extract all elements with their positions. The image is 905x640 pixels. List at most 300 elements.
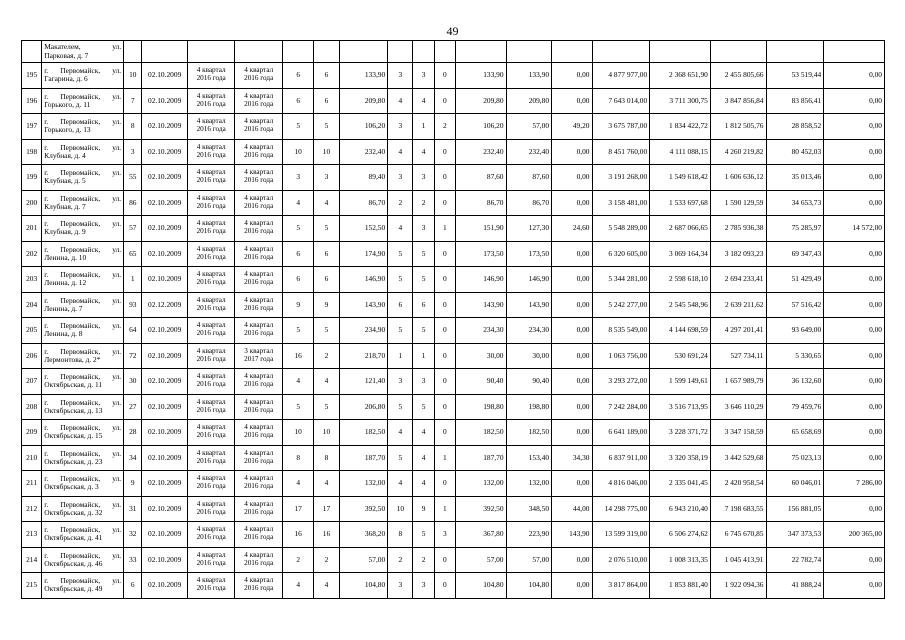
cell-rooms-private: 5 (413, 318, 434, 344)
cell-fact-quarter: 4 квартал 2016 года (235, 190, 283, 216)
table-row (22, 216, 885, 242)
cell-rooms-private: 2 (413, 547, 434, 573)
cell-residents: 6 (282, 63, 313, 89)
cell-rooms-total: 5 (388, 267, 413, 293)
cell-rooms-total: 3 (388, 114, 413, 140)
cell-plan-quarter: 4 квартал 2016 года (187, 394, 235, 420)
cell-cost-total: 3 158 481,00 (592, 190, 650, 216)
cell-cost-fund: 2 368 651,90 (650, 63, 711, 89)
cell-rooms-private: 4 (413, 445, 434, 471)
cell-date: 02.10.2009 (142, 114, 188, 140)
cell-area-municipal: 0,00 (552, 394, 592, 420)
cell-index: 198 (22, 139, 42, 165)
cell-rooms-total: 5 (388, 241, 413, 267)
cell-residents-resettled: 4 (314, 369, 339, 395)
cell-residents: 4 (282, 369, 313, 395)
cell-area-resettled: 173,50 (455, 241, 506, 267)
cell-rooms-total: 6 (388, 292, 413, 318)
cell-cost-extra: 0,00 (824, 88, 885, 114)
cell-cost-regional: 7 198 683,55 (710, 496, 766, 522)
address-line-1: г. Первомайск, ул. (44, 91, 122, 101)
cell-fact-quarter: 4 квартал 2016 года (235, 369, 283, 395)
cell-cost-regional: 3 182 093,23 (710, 241, 766, 267)
table-row (22, 445, 885, 471)
cell-rooms-total: 1 (388, 343, 413, 369)
cell-cost-fund: 1 533 697,68 (650, 190, 711, 216)
cell-rooms-private: 4 (413, 420, 434, 446)
address-line-1: Макателем, ул. (44, 42, 122, 52)
cell-rooms-private: 3 (413, 369, 434, 395)
cell-cost-extra: 14 572,00 (824, 216, 885, 242)
cell-area-total: 152,50 (339, 216, 388, 242)
cell-area-resettled: 104,80 (455, 573, 506, 599)
address-line-2: Лермонтова, д. 2* (44, 354, 101, 364)
cell-residents-resettled: 5 (314, 114, 339, 140)
cell-address (42, 292, 124, 318)
cell-cost-regional: 1 812 505,76 (710, 114, 766, 140)
cell-doc-number: 34 (124, 445, 142, 471)
table-row (22, 369, 885, 395)
cell-area-municipal: 0,00 (552, 165, 592, 191)
cell-rooms-total: 5 (388, 445, 413, 471)
cell-area-municipal: 0,00 (552, 573, 592, 599)
cell-area-resettled: 234,30 (455, 318, 506, 344)
cell-cost-extra: 0,00 (824, 318, 885, 344)
cell-area-total: 368,20 (339, 522, 388, 548)
cell-cost-extra: 0,00 (824, 547, 885, 573)
cell-index: 207 (22, 369, 42, 395)
cell-area-private: 143,90 (506, 292, 552, 318)
cell-plan-quarter: 4 квартал 2016 года (187, 241, 235, 267)
cell-cost-total: 7 242 284,00 (592, 394, 650, 420)
address-line-2: Ленина, д. 7 (44, 303, 83, 313)
cell-residents: 4 (282, 190, 313, 216)
table-row (22, 114, 885, 140)
cell-cost-extra: 0,00 (824, 369, 885, 395)
cell-index: 214 (22, 547, 42, 573)
cell-doc-number: 72 (124, 343, 142, 369)
table-row (22, 292, 885, 318)
cell-residents: 6 (282, 267, 313, 293)
cell-cost-local: 93 649,00 (766, 318, 824, 344)
cell-cost-fund: 2 335 041,45 (650, 471, 711, 497)
cell-date: 02.10.2009 (142, 420, 188, 446)
cell-fact-quarter: 4 квартал 2016 года (235, 318, 283, 344)
cell-date: 02.10.2009 (142, 139, 188, 165)
cell-address (42, 267, 124, 293)
cell-date: 02.10.2009 (142, 267, 188, 293)
cell-area-municipal: 143,90 (552, 522, 592, 548)
address-line-1: г. Первомайск, ул. (44, 346, 122, 356)
address-line-2: Парковая, д. 7 (44, 50, 89, 60)
cell-rooms-total: 3 (388, 573, 413, 599)
table-row (22, 394, 885, 420)
cell-cost-fund: 3 069 164,34 (650, 241, 711, 267)
cell-rooms-private: 9 (413, 496, 434, 522)
table-row (22, 573, 885, 599)
cell-residents: 2 (282, 547, 313, 573)
cell-index: 202 (22, 241, 42, 267)
cell-address (42, 573, 124, 599)
cell-rooms-municipal: 0 (434, 318, 455, 344)
cell-rooms-total: 4 (388, 420, 413, 446)
cell-residents: 5 (282, 394, 313, 420)
address-line-2: Октябрьская, д. 49 (44, 584, 103, 594)
cell-rooms-private: 3 (413, 216, 434, 242)
cell-rooms-municipal: 0 (434, 369, 455, 395)
cell-fact-quarter: 4 квартал 2016 года (235, 547, 283, 573)
cell-residents-resettled: 5 (314, 216, 339, 242)
table-row (22, 496, 885, 522)
cell-doc-number: 7 (124, 88, 142, 114)
cell-rooms-municipal: 0 (434, 471, 455, 497)
cell-cost-total: 8 535 549,00 (592, 318, 650, 344)
cell-cost-regional: 2 639 211,62 (710, 292, 766, 318)
cell-index: 208 (22, 394, 42, 420)
cell-cost-total: 3 191 268,00 (592, 165, 650, 191)
cell-area-municipal: 34,30 (552, 445, 592, 471)
cell-cost-fund: 2 687 066,65 (650, 216, 711, 242)
cell-residents: 6 (282, 241, 313, 267)
cell-plan-quarter: 4 квартал 2016 года (187, 292, 235, 318)
cell-area-private: 198,80 (506, 394, 552, 420)
cell-cost-total: 7 643 014,00 (592, 88, 650, 114)
address-line-2: Клубная, д. 7 (44, 201, 86, 211)
cell-cost-total: 5 344 281,00 (592, 267, 650, 293)
cell-rooms-private: 3 (413, 63, 434, 89)
address-line-2: Октябрьская, д. 23 (44, 456, 103, 466)
cell-index: 195 (22, 63, 42, 89)
cell-doc-number: 1 (124, 267, 142, 293)
cell-fact-quarter: 4 квартал 2016 года (235, 573, 283, 599)
cell-cost-regional: 2 455 805,66 (710, 63, 766, 89)
cell-cost-extra: 0,00 (824, 292, 885, 318)
cell-cost-regional: 1 045 413,91 (710, 547, 766, 573)
cell-cost-local: 57 516,42 (766, 292, 824, 318)
cell-index: 209 (22, 420, 42, 446)
cell-residents-resettled: 6 (314, 241, 339, 267)
cell-fact-quarter: 4 квартал 2016 года (235, 165, 283, 191)
cell-residents: 5 (282, 216, 313, 242)
address-line-1: г. Первомайск, ул. (44, 66, 122, 76)
cell-area-resettled: 198,80 (455, 394, 506, 420)
cell-area-resettled: 87,60 (455, 165, 506, 191)
cell-rooms-municipal: 0 (434, 88, 455, 114)
cell-rooms-municipal: 2 (434, 114, 455, 140)
cell-residents-resettled: 4 (314, 190, 339, 216)
cell-cost-fund: 4 111 088,15 (650, 139, 711, 165)
cell-area-total: 89,40 (339, 165, 388, 191)
address-line-2: Октябрьская, д. 13 (44, 405, 103, 415)
cell-area-private: 87,60 (506, 165, 552, 191)
cell-area-resettled: 133,90 (455, 63, 506, 89)
cell-residents-resettled: 5 (314, 318, 339, 344)
cell-doc-number: 93 (124, 292, 142, 318)
cell-area-total: 209,80 (339, 88, 388, 114)
cell-cost-fund: 1 008 313,35 (650, 547, 711, 573)
cell-fact-quarter: 4 квартал 2016 года (235, 216, 283, 242)
cell-doc-number: 28 (124, 420, 142, 446)
cell-rooms-municipal: 3 (434, 522, 455, 548)
cell-address (42, 165, 124, 191)
cell-residents-resettled: 10 (314, 420, 339, 446)
cell-cost-local: 53 519,44 (766, 63, 824, 89)
cell-rooms-private: 5 (413, 394, 434, 420)
address-line-2: Ленина, д. 10 (44, 252, 87, 262)
cell-doc-number: 32 (124, 522, 142, 548)
cell-date: 02.10.2009 (142, 318, 188, 344)
cell-rooms-municipal: 1 (434, 445, 455, 471)
cell-fact-quarter: 4 квартал 2016 года (235, 522, 283, 548)
cell-date: 02.10.2009 (142, 547, 188, 573)
cell-area-total: 174,90 (339, 241, 388, 267)
cell-cost-regional: 4 260 219,82 (710, 139, 766, 165)
cell-residents-resettled: 6 (314, 63, 339, 89)
cell-area-total: 234,90 (339, 318, 388, 344)
cell-index: 201 (22, 216, 42, 242)
cell-cost-total: 2 076 510,00 (592, 547, 650, 573)
cell-address (42, 241, 124, 267)
cell-doc-number: 6 (124, 573, 142, 599)
cell-index: 200 (22, 190, 42, 216)
cell-fact-quarter: 4 квартал 2016 года (235, 114, 283, 140)
cell-fact-quarter: 4 квартал 2016 года (235, 445, 283, 471)
cell-plan-quarter: 4 квартал 2016 года (187, 420, 235, 446)
cell-doc-number: 86 (124, 190, 142, 216)
cell-residents-resettled: 16 (314, 522, 339, 548)
cell-address (42, 343, 124, 369)
cell-cost-fund: 1 834 422,72 (650, 114, 711, 140)
cell-area-total: 121,40 (339, 369, 388, 395)
cell-cost-local: 347 373,53 (766, 522, 824, 548)
cell-area-total: 392,50 (339, 496, 388, 522)
cell-area-municipal: 49,20 (552, 114, 592, 140)
cell-rooms-municipal: 1 (434, 216, 455, 242)
cell-address (42, 496, 124, 522)
cell-area-total: 218,70 (339, 343, 388, 369)
address-line-1: г. Первомайск, ул. (44, 168, 122, 178)
address-line-1: г. Первомайск, ул. (44, 321, 122, 331)
address-line-1: г. Первомайск, ул. (44, 219, 122, 229)
table-row (22, 522, 885, 548)
cell-date: 02.12.2009 (142, 292, 188, 318)
cell-rooms-private: 1 (413, 114, 434, 140)
cell-area-private: 223,90 (506, 522, 552, 548)
cell-address (42, 190, 124, 216)
cell-cost-local: 69 347,43 (766, 241, 824, 267)
cell-rooms-total: 10 (388, 496, 413, 522)
table-row (22, 267, 885, 293)
cell-rooms-municipal: 0 (434, 343, 455, 369)
cell-doc-number: 57 (124, 216, 142, 242)
cell-address (42, 318, 124, 344)
cell-index: 204 (22, 292, 42, 318)
cell-area-municipal: 0,00 (552, 547, 592, 573)
cell-area-municipal: 0,00 (552, 88, 592, 114)
cell-cost-extra: 0,00 (824, 267, 885, 293)
cell-area-resettled: 57,00 (455, 547, 506, 573)
cell-rooms-total: 3 (388, 165, 413, 191)
cell-fact-quarter: 4 квартал 2016 года (235, 471, 283, 497)
cell-cost-fund: 3 228 371,72 (650, 420, 711, 446)
cell-address (42, 471, 124, 497)
cell-date: 02.10.2009 (142, 496, 188, 522)
cell-area-municipal: 0,00 (552, 63, 592, 89)
cell-index: 197 (22, 114, 42, 140)
cell-rooms-private: 1 (413, 343, 434, 369)
cell-cost-regional: 2 420 958,54 (710, 471, 766, 497)
cell-rooms-total: 5 (388, 394, 413, 420)
page-number: 49 (446, 24, 459, 38)
cell-index: 213 (22, 522, 42, 548)
cell-cost-total: 3 675 787,00 (592, 114, 650, 140)
address-line-2: Клубная, д. 4 (44, 150, 86, 160)
address-line-2: Горького, д. 11 (44, 99, 91, 109)
cell-rooms-private: 6 (413, 292, 434, 318)
cell-cost-regional: 1 590 129,59 (710, 190, 766, 216)
cell-area-private: 133,90 (506, 63, 552, 89)
cell-residents-resettled: 4 (314, 573, 339, 599)
cell-residents-resettled: 8 (314, 445, 339, 471)
cell-area-private: 132,00 (506, 471, 552, 497)
cell-cost-extra: 0,00 (824, 420, 885, 446)
cell-residents: 16 (282, 522, 313, 548)
cell-residents-resettled: 6 (314, 88, 339, 114)
cell-date: 02.10.2009 (142, 190, 188, 216)
cell-area-private: 348,50 (506, 496, 552, 522)
cell-plan-quarter: 4 квартал 2016 года (187, 318, 235, 344)
cell-date: 02.10.2009 (142, 471, 188, 497)
cell-cost-regional: 3 442 529,68 (710, 445, 766, 471)
cell-doc-number: 65 (124, 241, 142, 267)
cell-cost-total: 13 599 319,00 (592, 522, 650, 548)
cell-fact-quarter: 4 квартал 2016 года (235, 88, 283, 114)
cell-cost-fund: 530 691,24 (650, 343, 711, 369)
cell-area-private: 104,80 (506, 573, 552, 599)
cell-area-private: 153,40 (506, 445, 552, 471)
cell-index (22, 41, 42, 63)
cell-area-total: 104,80 (339, 573, 388, 599)
cell-rooms-municipal: 0 (434, 394, 455, 420)
cell-cost-local: 83 856,41 (766, 88, 824, 114)
cell-residents-resettled: 2 (314, 343, 339, 369)
cell-residents: 8 (282, 445, 313, 471)
cell-rooms-municipal: 1 (434, 496, 455, 522)
cell-date: 02.10.2009 (142, 522, 188, 548)
cell-cost-extra: 0,00 (824, 241, 885, 267)
cell-rooms-municipal: 0 (434, 267, 455, 293)
cell-area-municipal: 0,00 (552, 318, 592, 344)
cell-index: 215 (22, 573, 42, 599)
cell-cost-local: 65 658,69 (766, 420, 824, 446)
cell-area-total: 57,00 (339, 547, 388, 573)
table-row (22, 318, 885, 344)
cell-cost-local: 79 459,76 (766, 394, 824, 420)
cell-rooms-private: 3 (413, 573, 434, 599)
cell-residents-resettled: 6 (314, 267, 339, 293)
address-line-1: г. Первомайск, ул. (44, 499, 122, 509)
cell-doc-number: 64 (124, 318, 142, 344)
cell-area-municipal: 0,00 (552, 139, 592, 165)
cell-area-municipal: 0,00 (552, 292, 592, 318)
cell-cost-extra: 0,00 (824, 165, 885, 191)
cell-area-resettled: 132,00 (455, 471, 506, 497)
cell-rooms-municipal: 0 (434, 241, 455, 267)
cell-area-total: 133,90 (339, 63, 388, 89)
cell-fact-quarter: 4 квартал 2016 года (235, 241, 283, 267)
cell-rooms-private: 5 (413, 267, 434, 293)
cell-cost-total: 3 817 864,00 (592, 573, 650, 599)
cell-area-total: 187,70 (339, 445, 388, 471)
cell-address (42, 139, 124, 165)
cell-cost-extra: 200 365,00 (824, 522, 885, 548)
cell-plan-quarter: 4 квартал 2016 года (187, 445, 235, 471)
table-row (22, 343, 885, 369)
cell-cost-extra: 0,00 (824, 343, 885, 369)
cell-rooms-private: 2 (413, 190, 434, 216)
table-row (22, 139, 885, 165)
cell-cost-total: 5 548 289,00 (592, 216, 650, 242)
cell-plan-quarter: 4 квартал 2016 года (187, 165, 235, 191)
cell-plan-quarter: 4 квартал 2016 года (187, 63, 235, 89)
address-line-1: г. Первомайск, ул. (44, 576, 122, 586)
cell-rooms-total: 5 (388, 318, 413, 344)
cell-area-total: 143,90 (339, 292, 388, 318)
cell-area-municipal: 0,00 (552, 420, 592, 446)
cell-cost-total: 4 816 046,00 (592, 471, 650, 497)
cell-cost-local: 75 023,13 (766, 445, 824, 471)
cell-cost-fund: 6 943 210,40 (650, 496, 711, 522)
cell-area-resettled: 30,00 (455, 343, 506, 369)
cell-residents-resettled: 9 (314, 292, 339, 318)
cell-rooms-private: 4 (413, 139, 434, 165)
table-row-continued (22, 41, 885, 63)
cell-doc-number: 8 (124, 114, 142, 140)
cell-area-municipal: 0,00 (552, 369, 592, 395)
cell-area-private: 182,50 (506, 420, 552, 446)
cell-date: 02.10.2009 (142, 343, 188, 369)
cell-area-resettled: 232,40 (455, 139, 506, 165)
cell-plan-quarter: 4 квартал 2016 года (187, 216, 235, 242)
cell-plan-quarter: 4 квартал 2016 года (187, 573, 235, 599)
cell-cost-local: 22 782,74 (766, 547, 824, 573)
address-line-2: Октябрьская, д. 3 (44, 482, 99, 492)
cell-cost-local: 35 013,46 (766, 165, 824, 191)
cell-cost-regional: 527 734,11 (710, 343, 766, 369)
cell-index: 205 (22, 318, 42, 344)
cell-residents-resettled: 4 (314, 471, 339, 497)
cell-cost-fund: 2 598 618,10 (650, 267, 711, 293)
cell-cost-local: 5 330,65 (766, 343, 824, 369)
cell-cost-fund: 3 711 300,75 (650, 88, 711, 114)
cell-index: 206 (22, 343, 42, 369)
address-line-2: Октябрьская, д. 11 (44, 380, 103, 390)
cell-cost-fund: 6 506 274,62 (650, 522, 711, 548)
cell-rooms-municipal: 0 (434, 139, 455, 165)
address-line-1: г. Первомайск, ул. (44, 193, 122, 203)
cell-residents: 4 (282, 471, 313, 497)
cell-rooms-total: 2 (388, 190, 413, 216)
cell-cost-extra: 0,00 (824, 445, 885, 471)
cell-fact-quarter: 4 квартал 2016 года (235, 496, 283, 522)
cell-cost-extra: 0,00 (824, 63, 885, 89)
cell-rooms-municipal: 0 (434, 63, 455, 89)
cell-date: 02.10.2009 (142, 369, 188, 395)
cell-cost-total: 4 877 977,00 (592, 63, 650, 89)
cell-cost-extra: 0,00 (824, 394, 885, 420)
cell-area-municipal: 0,00 (552, 267, 592, 293)
cell-area-resettled: 146,90 (455, 267, 506, 293)
